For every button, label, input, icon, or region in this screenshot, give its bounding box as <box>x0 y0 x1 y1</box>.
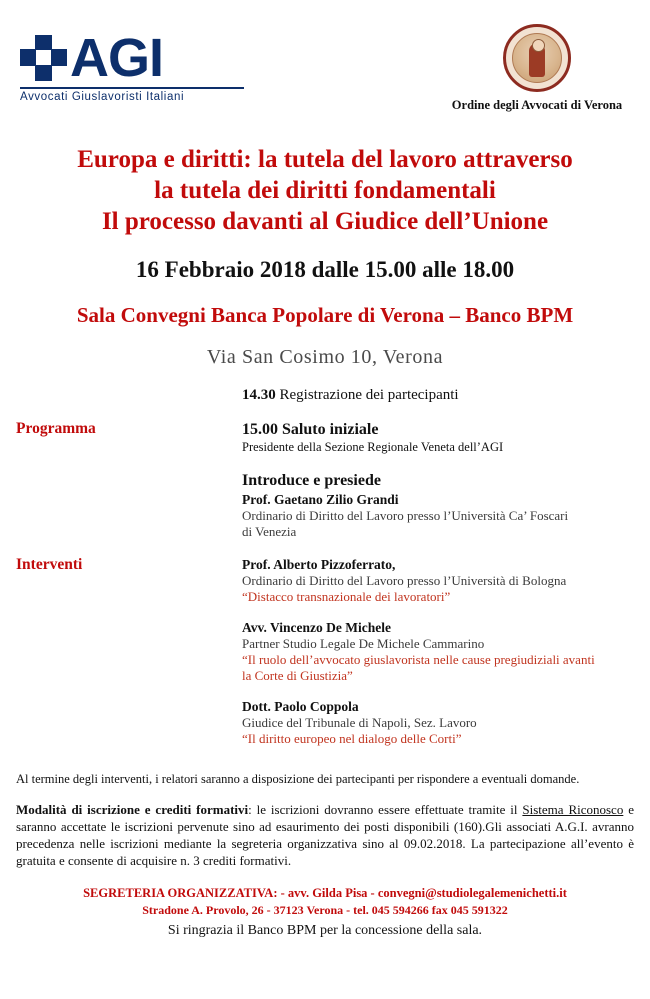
page-title <box>14 144 636 237</box>
speakers-list <box>242 556 636 747</box>
registration-time: 14.30 <box>242 387 276 403</box>
agi-logo-row <box>20 30 248 86</box>
footer-secretariat: SEGRETERIA ORGANIZZATIVA: - avv. Gilda Pisa - convegni@studiolegalemenichetti.it <box>83 886 567 900</box>
chair-heading: Introduce e presiede <box>242 472 381 489</box>
speaker-role: Partner Studio Legale De Michele Cammarino <box>242 636 485 651</box>
ordine-logo <box>412 24 650 113</box>
chair-content-column <box>242 471 636 540</box>
registration-text: Registrazione dei partecipanti <box>279 387 459 403</box>
speaker-name: Avv. Vincenzo De Michele <box>242 620 391 635</box>
speaker-topic-line-2: la Corte di Giustizia” <box>242 668 353 683</box>
speaker-role: Giudice del Tribunale di Napoli, Sez. Lavoro <box>242 715 477 730</box>
agi-diamond-logo-icon <box>20 35 66 81</box>
programme-label-column <box>14 420 242 455</box>
footer-thanks: Si ringrazia il Banco BPM per la concessione della sala. <box>167 923 483 938</box>
chair-role-line-2: di Venezia <box>242 524 297 539</box>
label-programma: Programma <box>16 420 96 437</box>
agi-wordmark: AGI <box>70 28 164 88</box>
interventi-row <box>14 556 636 747</box>
event-address: Via San Cosimo 10, Verona <box>206 346 444 368</box>
programme-content-column <box>242 420 636 455</box>
programme-row <box>14 420 636 455</box>
ordine-caption: Ordine degli Avvocati di Verona <box>451 98 623 112</box>
registration-info-text-b: e saranno accettate le iscrizioni pervenute sino ad esaurimento dei posti disponibili (160).Gli associati A.G.I. avranno precedenza nelle iscrizioni mediante la segreteria organizzativa sino al 09.02.2018. La partecipazione all’evento è gratuita e consente di acquisire n. 3 crediti formativi. <box>16 802 634 868</box>
event-date: 16 Febbraio 2018 dalle 15.00 alle 18.00 <box>135 257 515 282</box>
event-venue: Sala Convegni Banca Popolare di Verona – Banco BPM <box>76 303 574 327</box>
footer-address: Stradone A. Provolo, 26 - 37123 Verona - tel. 045 594266 fax 045 591322 <box>142 903 508 917</box>
registration-info-text-a: : le iscrizioni dovranno essere effettuate tramite il <box>248 802 523 817</box>
list-item <box>242 698 636 747</box>
speaker-name: Prof. Alberto Pizzoferrato, <box>242 557 396 572</box>
title-line-2: la tutela dei diritti fondamentali <box>154 177 496 204</box>
title-line-3: Il processo davanti al Giudice dell’Unione <box>101 208 549 235</box>
chair-row <box>14 471 636 540</box>
header <box>14 18 636 110</box>
programme-section <box>14 387 636 747</box>
title-line-1: Europa e diritti: la tutela del lavoro attraverso <box>77 146 573 173</box>
speaker-topic-line-1: “Il ruolo dell’avvocato giuslavorista nelle cause pregiudiziali avanti <box>242 652 595 667</box>
opening-subtitle: Presidente della Sezione Regionale Veneta dell’AGI <box>242 440 504 454</box>
list-item <box>242 556 636 605</box>
label-interventi: Interventi <box>16 556 83 573</box>
speaker-topic-line-1: “Il diritto europeo nel dialogo delle Corti” <box>242 731 462 746</box>
registration-line <box>242 387 636 404</box>
registration-info-title: Modalità di iscrizione e crediti formativi <box>16 802 249 817</box>
registration-info <box>14 801 636 869</box>
agi-logo <box>20 30 248 103</box>
ordine-avvocati-crest-icon <box>503 24 571 92</box>
chair-label-column <box>14 471 242 540</box>
speaker-role: Ordinario di Diritto del Lavoro presso l’Università di Bologna <box>242 573 567 588</box>
agi-subtitle: Avvocati Giuslavoristi Italiani <box>20 87 244 103</box>
chair-name: Prof. Gaetano Zilio Grandi <box>242 492 399 507</box>
footer <box>14 885 636 940</box>
speaker-name: Dott. Paolo Coppola <box>242 699 359 714</box>
interventi-label-column <box>14 556 242 747</box>
speaker-topic-line-1: “Distacco transnazionale dei lavoratori” <box>242 589 451 604</box>
riconosco-link[interactable]: Sistema Riconosco <box>522 802 624 817</box>
list-item <box>242 619 636 684</box>
chair-role-line-1: Ordinario di Diritto del Lavoro presso l’Università Ca’ Foscari <box>242 508 569 523</box>
closing-note: Al termine degli interventi, i relatori saranno a disposizione dei partecipanti per rispondere a eventuali domande. <box>16 772 580 786</box>
opening-title: 15.00 Saluto iniziale <box>242 421 379 438</box>
